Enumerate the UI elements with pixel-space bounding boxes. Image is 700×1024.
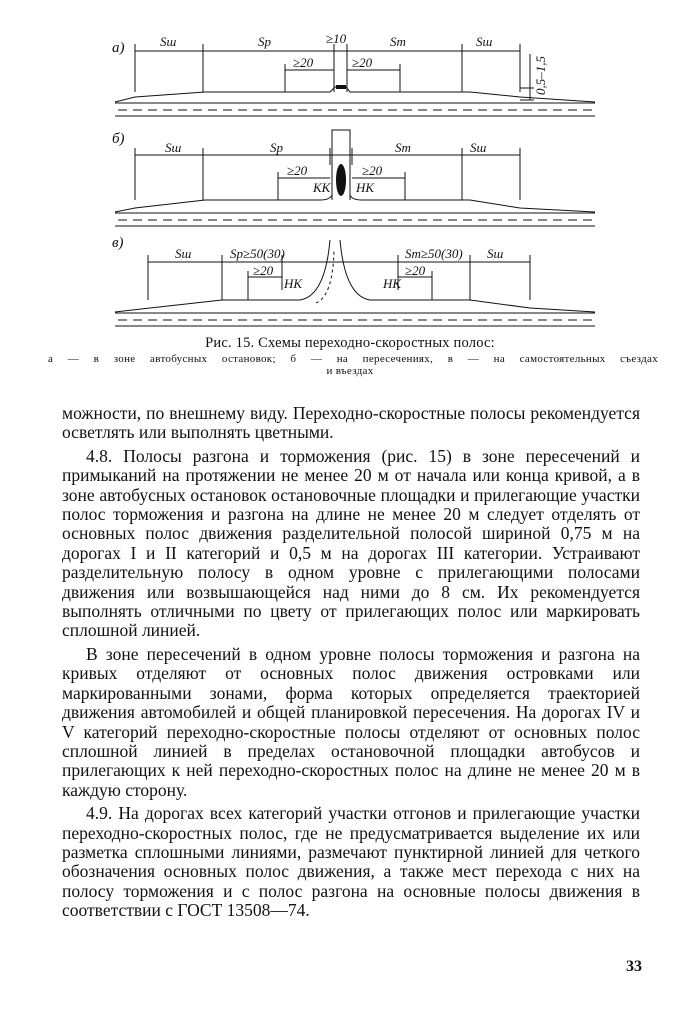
sub-dim-right: ≥20 — [352, 55, 373, 70]
figure-caption-legend: а — в зоне автобусных остановок; б — на пересечениях, в — на самостоятельных съездах — [48, 353, 658, 365]
scheme-a-label: а) — [112, 40, 125, 56]
figure-caption-legend-cont: и въездах — [326, 365, 374, 377]
dim-s-t: Sт — [390, 34, 406, 49]
dim-height: 0,5–1,5 — [533, 56, 548, 95]
body-text — [62, 404, 640, 921]
figure-15-lane-schemes — [0, 0, 700, 330]
dim-s-sh-left: Sш — [165, 140, 182, 155]
scheme-a — [112, 31, 595, 116]
dim-s-sh-right: Sш — [476, 34, 493, 49]
dim-s-sh-right: Sш — [487, 246, 504, 261]
dim-s-t: Sт≥50(30) — [405, 246, 463, 261]
dim-s-sh-left: Sш — [175, 246, 192, 261]
dim-s-r: Sр — [270, 140, 283, 155]
dim-s-t: Sт — [395, 140, 411, 155]
dim-s-sh-right: Sш — [470, 140, 487, 155]
dim-island: ≥10 — [326, 31, 347, 46]
page-number: 33 — [626, 958, 642, 975]
scheme-c — [112, 235, 595, 326]
mark-kk: КК — [313, 180, 331, 195]
sub-dim-left: ≥20 — [253, 263, 274, 278]
sub-dim-left: ≥20 — [287, 163, 308, 178]
sub-dim-left: ≥20 — [293, 55, 314, 70]
paragraph-4-8: 4.8. Полосы разгона и торможения (рис. 15) в зоне пересечений и примыканий на протяжении не менее 20 м от начала или конца кривой, а в зоне автобусных остановок остановочные площадки и прилегающие участки полос торможения и разгона на длине не менее 20 м следует отделять от основных полос движения разделительной полосой шириной 0,75 м на дорогах I и II категорий и 0,5 м на дорогах III категории. Устраивают разделительную полосу в одном уровне с прилегающими полосами движения или возвышающейся над ними до 8 см. Их рекомендуется выполнять отличными по цвету от прилегающих полос или маркировать сплошной линией. — [62, 445, 640, 641]
scheme-b-label: б) — [112, 131, 125, 147]
mark-nk-left: НК — [284, 276, 303, 291]
mark-nk: НК — [356, 180, 375, 195]
paragraph-4-9: 4.9. На дорогах всех категорий участки отгонов и прилегающие участки переходно-скоростных полос, где не предусматривается выделение их или разметка сплошными линиями, размечают пунктирной линией для четкого обозначения основных полос движения, а также мест перехода с них на полосу торможения и с полос разгона на основные полосы движения в соответствии с ГОСТ 13508—74. — [62, 803, 640, 921]
scheme-c-label: в) — [112, 235, 124, 251]
paragraph-continuation: можности, по внешнему виду. Переходно-скоростные полосы рекомендуется осветлять или выполнять цветными. — [62, 403, 640, 443]
sub-dim-right: ≥20 — [405, 263, 426, 278]
scheme-b — [112, 130, 595, 226]
dim-s-r: Sр≥50(30) — [230, 246, 285, 261]
sub-dim-right: ≥20 — [362, 163, 383, 178]
mark-nk-right: НК — [383, 276, 402, 291]
dim-s-r: Sр — [258, 34, 271, 49]
dim-s-sh-left: Sш — [160, 34, 177, 49]
figure-caption-title: Рис. 15. Схемы переходно-скоростных полос: — [205, 335, 495, 351]
paragraph-intersections: В зоне пересечений в одном уровне полосы торможения и разгона на кривых отделяют от основных полос движения островками или маркированными зонами, форма которых определяется траекторией движения автомобилей и общей планировкой пересечения. На дорогах IV и V категорий переходно-скоростные полосы отделяют от основных полос сплошной линией в пределах остановочной площадки автобусов и прилегающих к ней переходно-скоростных полос на длине не менее 20 м в каждую сторону. — [62, 643, 640, 800]
